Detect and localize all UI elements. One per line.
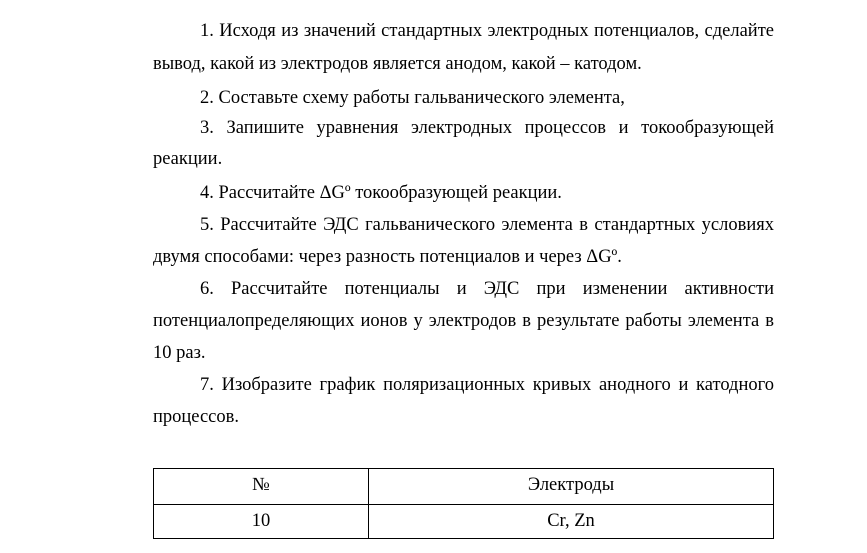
header-electrodes: Электроды — [369, 469, 774, 505]
task-7-line-1: 7. Изобразите график поляризационных кривых анодного и катодного — [200, 375, 774, 395]
task-6-line-1: 6. Рассчитайте потенциалы и ЭДС при изменении активности — [200, 279, 774, 299]
task-6-line-3: 10 раз. — [153, 343, 206, 363]
task-3-line-1: 3. Запишите уравнения электродных процессов и токообразующей — [200, 118, 774, 138]
cell-number: 10 — [154, 505, 369, 539]
task-1-line-2: вывод, какой из электродов является анодом, какой – катодом. — [153, 54, 642, 74]
task-6-line-2: потенциалопределяющих ионов у электродов в результате работы элемента в — [153, 311, 774, 331]
header-number: № — [154, 469, 369, 505]
table-header-row — [154, 469, 774, 505]
task-5-line-2: двумя способами: через разность потенциалов и через ΔGº. — [153, 247, 622, 267]
cell-electrodes: Cr, Zn — [369, 505, 774, 539]
task-5-line-1: 5. Рассчитайте ЭДС гальванического элемента в стандартных условиях — [200, 215, 774, 235]
task-2-line-1: 2. Составьте схему работы гальванического элемента, — [200, 88, 625, 108]
task-3-line-2: реакции. — [153, 149, 223, 169]
task-1-line-1: 1. Исходя из значений стандартных электродных потенциалов, сделайте — [200, 21, 774, 41]
table-row — [154, 505, 774, 539]
task-7-line-2: процессов. — [153, 407, 240, 427]
electrodes-table — [153, 468, 774, 539]
task-4-line-1: 4. Рассчитайте ΔGº токообразующей реакции. — [200, 183, 562, 203]
